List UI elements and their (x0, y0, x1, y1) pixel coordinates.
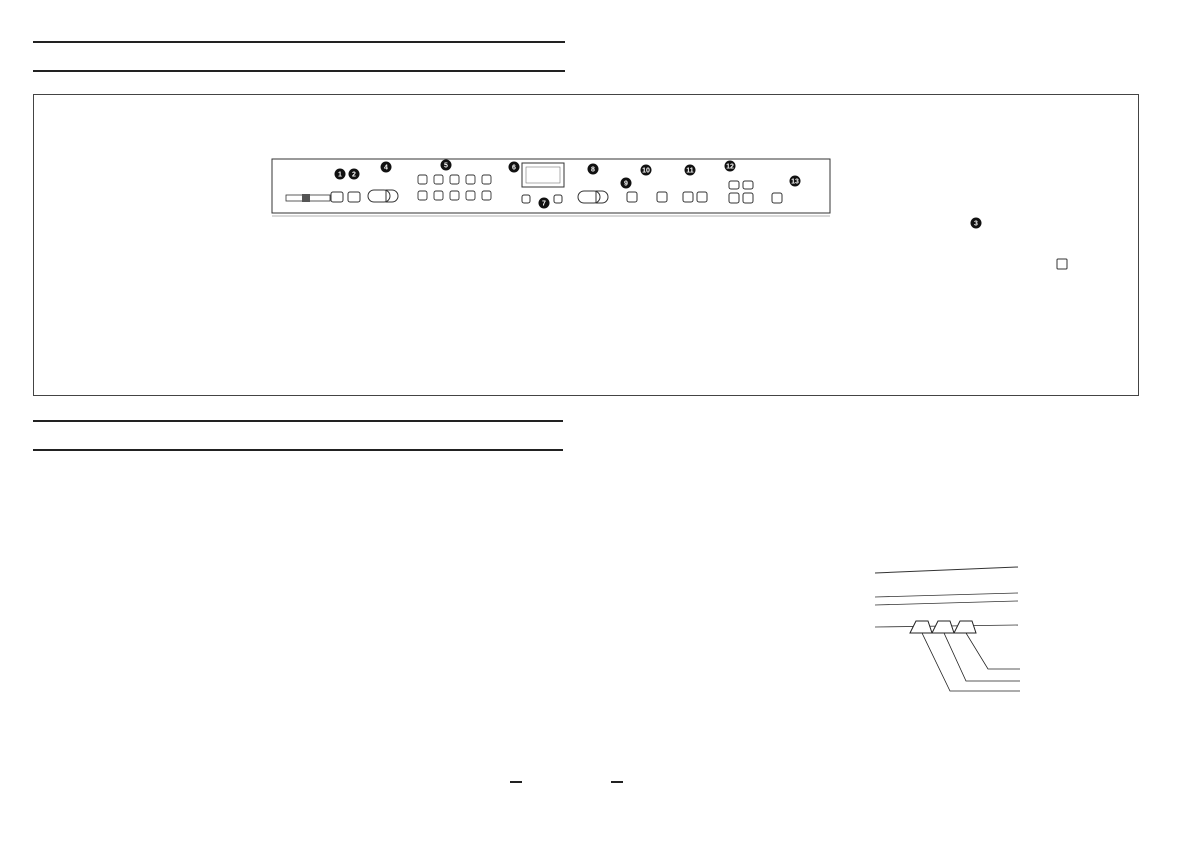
callout-9: 9 (624, 180, 628, 188)
divider (33, 41, 565, 43)
pedal-illustration (870, 565, 1030, 705)
divider (33, 420, 563, 422)
control-panel-illustration (33, 94, 1139, 396)
keyboard-diagram (34, 95, 1140, 397)
callout-2: 2 (352, 171, 356, 179)
callout-4: 4 (384, 164, 388, 172)
page-number-right (611, 781, 623, 783)
divider (33, 449, 563, 451)
callout-10: 10 (642, 167, 650, 175)
callout-12: 12 (726, 163, 734, 171)
callout-3: 3 (974, 220, 978, 228)
callout-1: 1 (338, 171, 342, 179)
callout-13: 13 (791, 178, 799, 186)
callout-7: 7 (542, 200, 546, 208)
callout-6: 6 (512, 164, 516, 172)
page-number-left (510, 781, 522, 783)
callout-5: 5 (444, 162, 448, 170)
divider (33, 70, 565, 72)
callout-8: 8 (591, 166, 595, 174)
callout-11: 11 (686, 167, 694, 175)
